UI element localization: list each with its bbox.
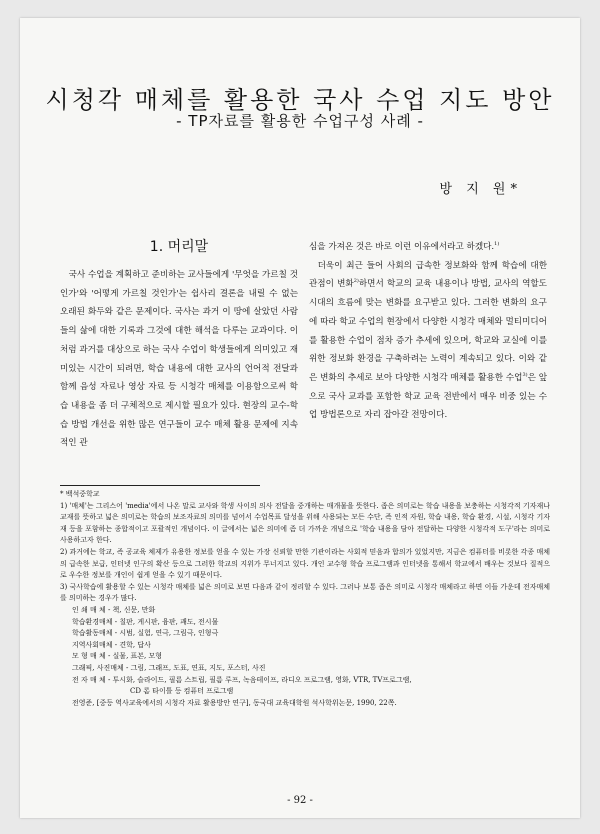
media-list-item: 인 쇄 매 체 - 책, 신문, 만화 <box>72 605 156 614</box>
footnote-3: 3) 국사학습에 활용할 수 있는 시청각 매체를 넓은 의미로 보면 다음과 같이 정리할 수 있다. 그러나 보통 좁은 의미로 시청각 매체라고 하면 이들 가운데 전자매체를 의미하는 경우가 많다. <box>60 582 550 603</box>
footnote-ref: 2) <box>353 278 359 285</box>
media-list-item: 모 형 매 체 - 실물, 표본, 모형 <box>72 652 163 661</box>
media-list-item: 전 자 매 체 - 투시화, 슬라이드, 필름 스트립, 필름 루프, 녹음테이프, 라디오 프로그램, 영화, VTR, TV프로그램, <box>72 675 412 684</box>
footnote-1: 1) '매체'는 그리스어 'media'에서 나온 말로 교사와 학생 사이의 의사 전달을 중개하는 매개물을 뜻한다. 좁은 의미로는 학습 내용을 보충하는 시청각적 기자재나 교재를 뜻하고 넓은 의미로는 학습의 보조자료의 의미를 넘어서 수업목표 달성을 위해 사용되는 모든 수단, 즉 인적 자원, 학습 내용, 학습 환경, 시설, 시청각 기자재 등을 포함하는 종합적이고 포괄적인 개념이다. 이 글에서는 넓은 의미에 좀 더 가까운 개념으로 '학습 내용을 담아 전달하는 다양한 시청각적 도구'라는 의미로 사용하고자 한다. <box>60 501 550 545</box>
right-column <box>309 238 547 425</box>
media-list-item: 학습환경매체 - 칠판, 게시판, 융판, 괘도, 전시물 <box>72 617 219 626</box>
section-heading: 1. 머리말 <box>149 239 209 255</box>
media-list <box>60 605 550 709</box>
media-list-item: 학습활동매체 - 시범, 실험, 연극, 그림극, 인형극 <box>72 629 219 638</box>
footnote-2: 2) 과거에는 학교, 즉 공교육 체제가 유용한 정보를 얻을 수 있는 가장 신뢰할 만한 기관이라는 사회적 믿음과 합의가 있었지만, 지금은 컴퓨터를 비롯한 각종 매체의 급속한 보급, 인터넷 인구의 확산 등으로 그러한 학교의 지위가 무너지고 있다. 개인 교수형 학습 프로그램과 인터넷을 통해서 학교에서 배우는 것보다 질적으로 우수한 정보를 개인이 쉽게 얻을 수 있기 때문이다. <box>60 547 550 580</box>
body-paragraph: 국사 수업을 계획하고 준비하는 교사들에게 '무엇을 가르칠 것인가'와 '어떻게 가르칠 것인가'는 쉽사리 결론을 내릴 수 없는 오래된 화두와 같은 문제이다. 국사는 과거 이 땅에 살았던 사람들의 삶에 대한 기록과 그것에 대한 해석을 다루는 교과이다. 이처럼 과거를 대상으로 하는 국사 수업이 학생들에게 의미있고 재미있는 시간이 되려면, 학습 내용에 대한 교사의 언어적 전달과 함께 음성 자료나 영상 자료 등 시청각 매체를 이용함으로써 학습 내용을 좀 더 구체적으로 제시할 필요가 있다. 현장의 교수-학습 방법 개선을 위한 많은 연구들이 교수 매체 활용 문제에 지속적인 관 <box>60 270 298 449</box>
author-name: 방 지 원* <box>439 182 522 197</box>
media-list-item: 그래픽, 사진매체 - 그림, 그래프, 도표, 연표, 지도, 포스터, 사진 <box>72 663 266 672</box>
footnote-divider <box>60 485 260 486</box>
body-paragraph: 심을 가져온 것은 바로 이런 이유에서라고 하겠다.$^{1)}$ <box>309 241 500 252</box>
footnote-ref: 3) <box>522 372 528 379</box>
article-subtitle: - TP자료를 활용한 수업구성 사례 - <box>176 112 424 130</box>
article-title: 시청각 매체를 활용한 국사 수업 지도 방안 <box>45 86 555 114</box>
media-list-item: CD 롬 타이틀 등 컴퓨터 프로그램 <box>130 687 234 696</box>
footnote-ref: 1) <box>494 241 500 248</box>
author-affiliation: * 백석중학교 <box>60 490 100 498</box>
media-list-item: 지역사회매체 - 견학, 답사 <box>72 640 151 649</box>
page-number: - 92 - <box>287 795 313 806</box>
body-paragraph: 더욱이 최근 들어 사회의 급속한 정보화와 함께 학습에 대한 관점이 변화$^{2)}$하면서 학교의 교육 내용이나 방법, 교사의 역할도 시대의 흐름에 맞는 변화를 요구받고 있다. 그러한 변화의 요구에 따라 학교 수업의 현장에서 다양한 시청각 매체와 멀티미디어를 활용한 수업이 점차 증가 추세에 있으며, 학교와 교실에 이를 위한 정보화 환경을 구축하려는 노력이 계속되고 있다. 이와 같은 변화의 추세로 보아 다양한 시청각 매체를 활용한 수업$^{3)}$은 앞으로 국사 교과를 포함한 학교 교육 전반에서 매우 비중 있는 수업 방법론으로 자리 잡아갈 전망이다. <box>309 260 547 421</box>
left-column <box>60 266 298 453</box>
footnote-source: 전영준, [중등 역사교육에서의 시청각 자료 활용방안 연구], 동국대 교육대학원 석사학위논문, 1990, 22쪽. <box>72 698 397 707</box>
footnotes <box>60 489 550 709</box>
